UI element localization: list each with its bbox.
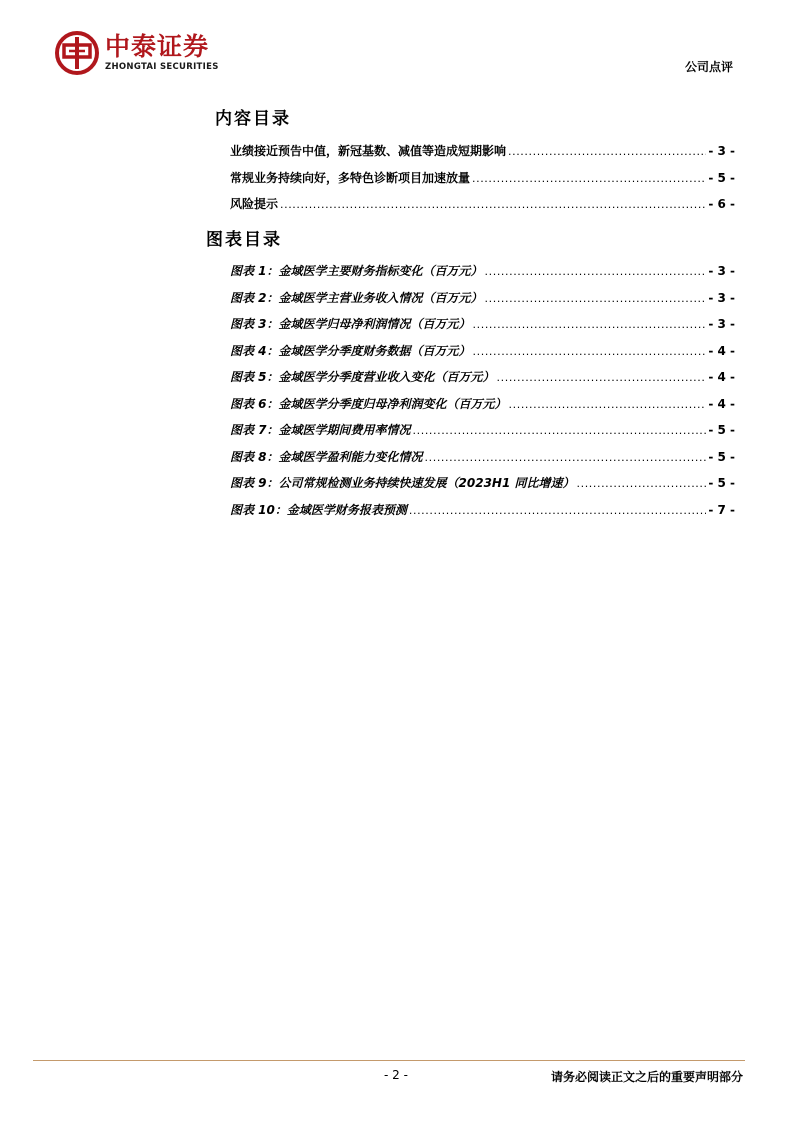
- figures-title: 图表目录: [206, 230, 282, 250]
- dot-leader: [425, 451, 707, 464]
- figure-entry[interactable]: [230, 368, 735, 395]
- figure-entry-label: 图表 10：金域医学财务报表预测: [230, 502, 407, 517]
- figure-entry-page: - 5 -: [708, 476, 735, 490]
- figure-entry-label: 图表 4：金域医学分季度财务数据（百万元）: [230, 343, 471, 358]
- figure-entry[interactable]: [230, 501, 735, 528]
- dot-leader: [497, 371, 707, 384]
- contents-entry-label: 常规业务持续向好，多特色诊断项目加速放量: [230, 170, 471, 185]
- contents-entry-label: 风险提示: [230, 197, 279, 211]
- figure-entry[interactable]: [230, 262, 735, 289]
- figure-entry[interactable]: [230, 448, 735, 475]
- figure-entry-page: - 5 -: [708, 423, 735, 437]
- dot-leader: [409, 504, 706, 517]
- dot-leader: [473, 345, 707, 358]
- figure-entry-label: 图表 6：金域医学分季度归母净利润变化（百万元）: [230, 396, 507, 411]
- figure-entry-label: 图表 8：金域医学盈利能力变化情况: [230, 449, 423, 464]
- dot-leader: [473, 318, 707, 331]
- dot-leader: [472, 172, 706, 185]
- dot-leader: [413, 424, 707, 437]
- figure-entry-page: - 4 -: [708, 396, 735, 411]
- figure-entry-page: - 4 -: [708, 370, 735, 384]
- contents-entry-page: - 5 -: [708, 170, 735, 185]
- figure-entry[interactable]: [230, 342, 735, 369]
- figure-entry[interactable]: [230, 395, 735, 422]
- contents-entry[interactable]: [230, 195, 735, 222]
- document-type: 公司点评: [684, 60, 733, 74]
- zhongtai-logo-icon: [55, 31, 99, 75]
- footer-disclaimer: 请务必阅读正文之后的重要声明部分: [550, 1070, 743, 1084]
- figure-entry-page: - 7 -: [708, 502, 735, 517]
- figure-entry-label: 图表 2：金域医学主营业务收入情况（百万元）: [230, 290, 483, 305]
- figure-entry-label: 图表 7：金域医学期间费用率情况: [230, 423, 411, 437]
- figure-entry-label: 图表 3：金域医学归母净利润情况（百万元）: [230, 317, 471, 331]
- figure-entry[interactable]: [230, 289, 735, 316]
- contents-entry-page: - 3 -: [708, 144, 735, 158]
- company-name-en: ZHONGTAI SECURITIES: [105, 62, 219, 72]
- contents-list: [230, 142, 735, 222]
- contents-entry[interactable]: [230, 142, 735, 169]
- dot-leader: [577, 477, 707, 490]
- figure-entry-page: - 3 -: [708, 317, 735, 331]
- company-logo: [55, 30, 219, 76]
- dot-leader: [280, 198, 706, 211]
- figure-entry-page: - 3 -: [708, 290, 735, 305]
- figure-entry[interactable]: [230, 474, 735, 501]
- figure-entry[interactable]: [230, 421, 735, 448]
- contents-entry-label: 业绩接近预告中值，新冠基数、减值等造成短期影响: [230, 144, 507, 158]
- figure-entry-label: 图表 9：公司常规检测业务持续快速发展（2023H1 同比增速）: [230, 476, 575, 490]
- dot-leader: [485, 292, 707, 305]
- figures-list: [230, 262, 735, 527]
- figure-entry-page: - 3 -: [708, 264, 735, 278]
- contents-entry-page: - 6 -: [708, 197, 735, 211]
- figure-entry-label: 图表 5：金域医学分季度营业收入变化（百万元）: [230, 370, 495, 384]
- figure-entry-page: - 4 -: [708, 343, 735, 358]
- figure-entry-label: 图表 1：金域医学主要财务指标变化（百万元）: [230, 264, 483, 278]
- page-number: - 2 -: [384, 1068, 408, 1082]
- company-name-cn: 中泰证券: [105, 32, 210, 61]
- dot-leader: [485, 265, 707, 278]
- figure-entry[interactable]: [230, 315, 735, 342]
- dot-leader: [509, 398, 707, 411]
- figure-entry-page: - 5 -: [708, 449, 735, 464]
- footer-divider: [33, 1060, 745, 1061]
- dot-leader: [508, 145, 706, 158]
- contents-title: 内容目录: [215, 109, 291, 129]
- contents-entry[interactable]: [230, 169, 735, 196]
